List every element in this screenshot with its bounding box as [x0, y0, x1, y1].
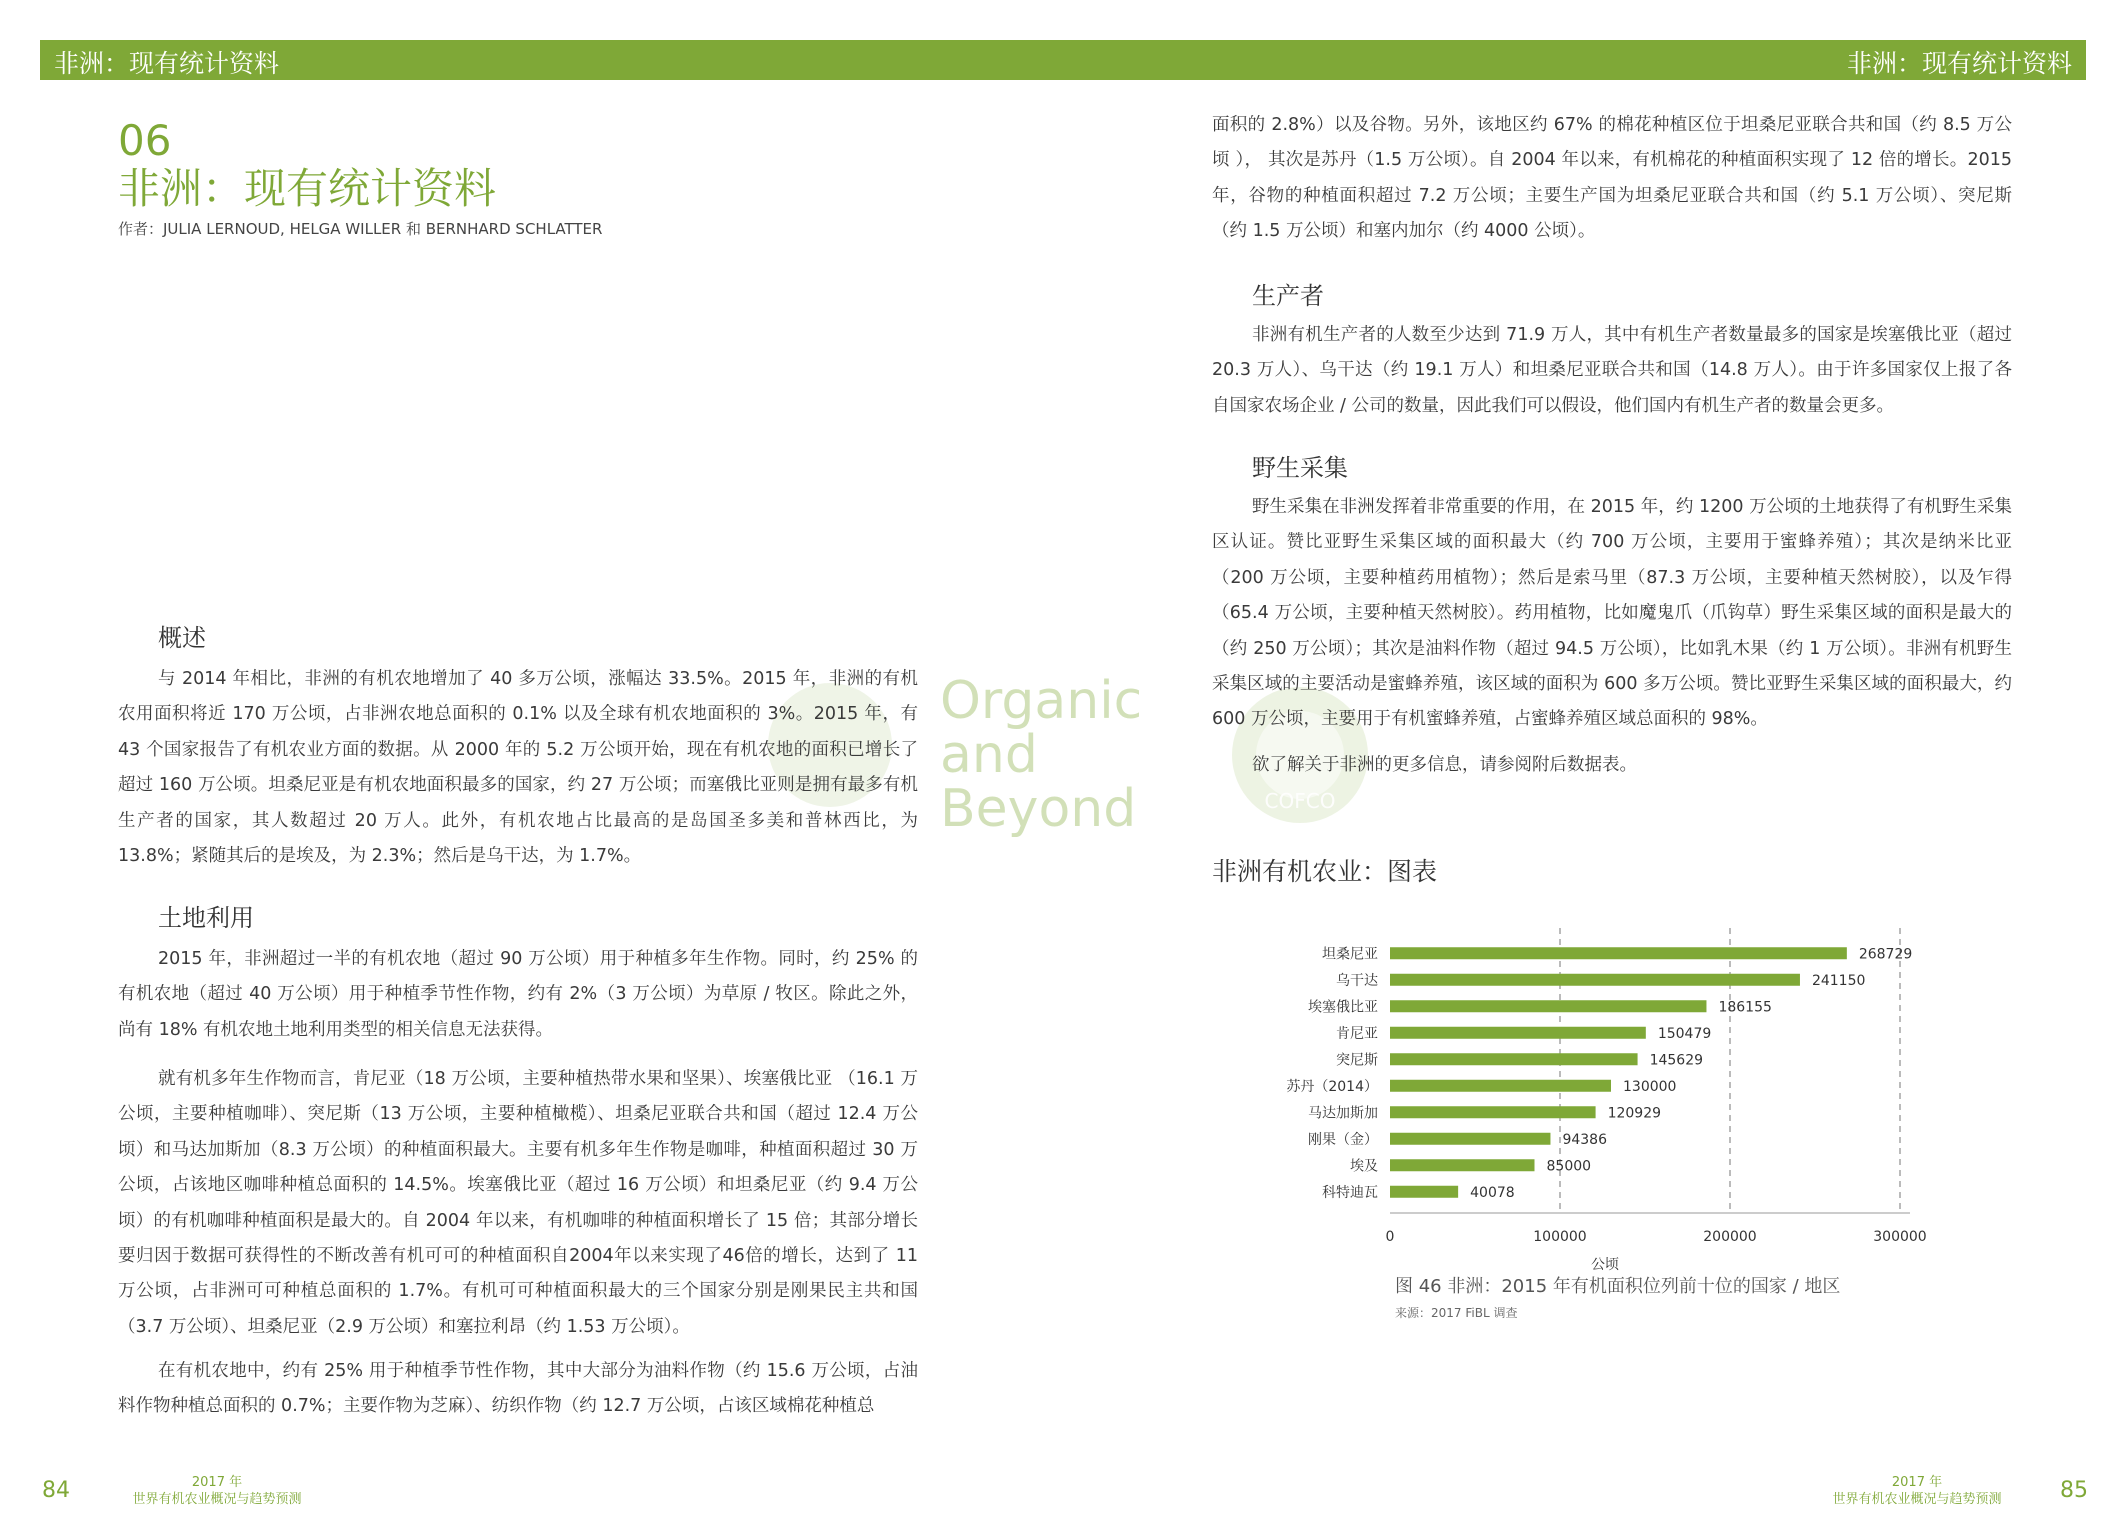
heading-producers: 生产者	[1252, 282, 1324, 310]
bar	[1390, 1106, 1596, 1118]
footer-left-year: 2017 年	[191, 1475, 243, 1490]
bar	[1390, 947, 1847, 959]
cofco-badge-text: COFCO	[1264, 789, 1336, 813]
bar	[1390, 974, 1800, 986]
value-label: 85000	[1546, 1158, 1592, 1175]
category-label: 突尼斯	[1336, 1052, 1378, 1069]
bar	[1390, 1027, 1646, 1039]
value-label: 40078	[1470, 1184, 1515, 1201]
bar	[1390, 1080, 1611, 1092]
bar-chart	[1280, 920, 1960, 1273]
para-overview: 与 2014 年相比，非洲的有机农地增加了 40 多万公顷，涨幅达 33.5%。2015 年，非洲的有机农用面积将近 170 万公顷，占非洲农地总面积的 0.1% 以及全球有机农地面积的 3%。2015 年，有 43 个国家报告了有机农业方面的数据。从 2000 年的 5.2 万公顷开始，现在有机农地的面积已增长了超过 160 万公顷。坦桑尼亚是有机农地面积最多的国家，约 27 万公顷；而塞俄比亚则是拥有最多有机生产者的国家，其人数超过 20 万人。此外，有机农地占比最高的是岛国圣多美和普林西比，为 13.8%；紧随其后的是埃及，为 2.3%；然后是乌干达，为 1.7%。	[118, 669, 918, 867]
chart-source: 来源：2017 FiBL 调查	[1395, 1306, 1518, 1320]
header-title-left: 非洲：现有统计资料	[54, 49, 280, 78]
watermark-line3: Beyond	[940, 779, 1137, 839]
para-continued: 面积的 2.8%）以及谷物。另外，该地区约 67% 的棉花种植区位于坦桑尼亚联合共和国（约 8.5 万公顷 ）， 其次是苏丹（1.5 万公顷）。自 2004 年以来，有机棉花的种植面积实现了 12 倍的增长。2015 年，谷物的种植面积超过 7.2 万公顷；主要生产国为坦桑尼亚联合共和国（约 5.1 万公顷）、突尼斯 （约 1.5 万公顷）和塞内加尔（约 4000 公顷）。	[1212, 115, 2012, 242]
chapter-title: 非洲：现有统计资料	[118, 164, 497, 213]
page-number-right: 85	[2060, 1478, 2088, 1503]
value-label: 120929	[1607, 1105, 1662, 1122]
value-label: 186155	[1718, 999, 1772, 1016]
footer-right-year: 2017 年	[1891, 1475, 1943, 1490]
watermark-line2: and	[940, 725, 1038, 785]
para-land-use-2: 就有机多年生作物而言，肯尼亚（18 万公顷，主要种植热带水果和坚果）、埃塞俄比亚 （16.1 万公顷，主要种植咖啡）、突尼斯（13 万公顷，主要种植橄榄）、坦桑尼亚联合共和国（超过 12.4 万公顷）和马达加斯加（8.3 万公顷）的种植面积最大。主要有机多年生作物是咖啡，种植面积超过 30 万公顷，占该地区咖啡种植总面积的 14.5%。埃塞俄比亚（超过 16 万公顷）和坦桑尼亚（约 9.4 万公顷）的有机咖啡种植面积是最大的。自 2004 年以来，有机咖啡的种植面积增长了 15 倍；其部分增长要归因于数据可获得性的不断改善有机可可的种植面积自2004年以来实现了46倍的增长，达到了 11 万公顷，占非洲可可种植总面积的 1.7%。有机可可种植面积最大的三个国家分别是刚果民主共和国（3.7 万公顷）、坦桑尼亚（2.9 万公顷）和塞拉利昂（约 1.53 万公顷）。	[118, 1069, 918, 1337]
footer-right-title: 世界有机农业概况与趋势预测	[1832, 1492, 2002, 1507]
para-land-use-3: 在有机农地中，约有 25% 用于种植季节性作物，其中大部分为油料作物（约 15.6 万公顷，占油料作物种植总面积的 0.7%；主要作物为芝麻）、纺织作物（约 12.7 万公顷，占该区域棉花种植总	[118, 1361, 918, 1417]
category-label: 肯尼亚	[1336, 1025, 1378, 1042]
watermark-line1: Organic	[940, 671, 1143, 731]
page-number-left: 84	[42, 1478, 70, 1503]
value-label: 94386	[1562, 1131, 1608, 1148]
chapter-authors: 作者：JULIA LERNOUD, HELGA WILLER 和 BERNHARD SCHLATTER	[118, 220, 603, 238]
para-land-use-1: 2015 年，非洲超过一半的有机农地（超过 90 万公顷）用于种植多年生作物。同时，约 25% 的有机农地（超过 40 万公顷）用于种植季节性作物，约有 2%（3 万公顷）为草原 / 牧区。除此之外，尚有 18% 有机农地土地利用类型的相关信息无法获得。	[118, 949, 918, 1040]
chart-caption: 图 46 非洲：2015 年有机面积位列前十位的国家 / 地区	[1395, 1276, 1841, 1297]
x-tick-label: 100000	[1533, 1229, 1587, 1245]
category-label: 埃及	[1350, 1158, 1378, 1175]
heading-wild-collection: 野生采集	[1252, 454, 1348, 482]
header-title-right: 非洲：现有统计资料	[1846, 49, 2072, 78]
category-label: 科特迪瓦	[1322, 1184, 1378, 1201]
heading-overview: 概述	[158, 624, 206, 652]
footer-left	[122, 1474, 312, 1508]
category-label: 埃塞俄比亚	[1308, 999, 1378, 1016]
x-tick-label: 200000	[1703, 1229, 1757, 1245]
category-label: 坦桑尼亚	[1322, 946, 1378, 963]
footer-left-title: 世界有机农业概况与趋势预测	[132, 1492, 302, 1507]
category-label: 苏丹（2014）	[1286, 1078, 1378, 1095]
category-label: 马达加斯加	[1308, 1105, 1378, 1122]
heading-land-use: 土地利用	[158, 904, 254, 932]
x-tick-label: 0	[1385, 1229, 1395, 1245]
header-bar	[40, 40, 2086, 80]
x-tick-label: 300000	[1873, 1229, 1927, 1245]
bar	[1390, 1000, 1706, 1012]
chapter-number: 06	[118, 116, 172, 165]
value-label: 268729	[1858, 946, 1913, 963]
value-label: 241150	[1811, 972, 1866, 989]
bar	[1390, 1159, 1535, 1171]
para-more-info: 欲了解关于非洲的更多信息，请参阅附后数据表。	[1252, 755, 1637, 775]
value-label: 145629	[1649, 1052, 1704, 1069]
category-label: 刚果（金）	[1308, 1131, 1378, 1148]
bar	[1390, 1186, 1458, 1198]
chart-section-title: 非洲有机农业：图表	[1212, 857, 1438, 886]
category-label: 乌干达	[1336, 972, 1378, 989]
para-producers: 非洲有机生产者的人数至少达到 71.9 万人，其中有机生产者数量最多的国家是埃塞俄比亚（超过 20.3 万人）、乌干达（约 19.1 万人）和坦桑尼亚联合共和国（14.8 万人）。由于许多国家仅上报了各自国家农场企业 / 公司的数量，因此我们可以假设，他们国内有机生产者的数量会更多。	[1212, 325, 2012, 416]
value-label: 130000	[1623, 1078, 1677, 1095]
x-axis-label: 公顷	[1591, 1257, 1619, 1273]
bar	[1390, 1053, 1638, 1065]
value-label: 150479	[1657, 1025, 1712, 1042]
para-wild-collection: 野生采集在非洲发挥着非常重要的作用，在 2015 年，约 1200 万公顷的土地获得了有机野生采集区认证。赞比亚野生采集区域的面积最大（约 700 万公顷，主要用于蜜蜂养殖）；其次是纳米比亚（200 万公顷，主要种植药用植物）；然后是索马里（87.3 万公顷，主要种植天然树胶），以及乍得（65.4 万公顷，主要种植天然树胶）。药用植物，比如魔鬼爪（爪钩草）野生采集区域的面积是最大的（约 250 万公顷）；其次是油料作物（超过 94.5 万公顷），比如乳木果（约 1 万公顷）。非洲有机野生采集区域的主要活动是蜜蜂养殖，该区域的面积为 600 多万公顷。赞比亚野生采集区域的面积最大，约 600 万公顷，主要用于有机蜜蜂养殖，占蜜蜂养殖区域总面积的 98%。	[1212, 497, 2012, 730]
footer-right	[1822, 1474, 2012, 1508]
bar	[1390, 1133, 1550, 1145]
